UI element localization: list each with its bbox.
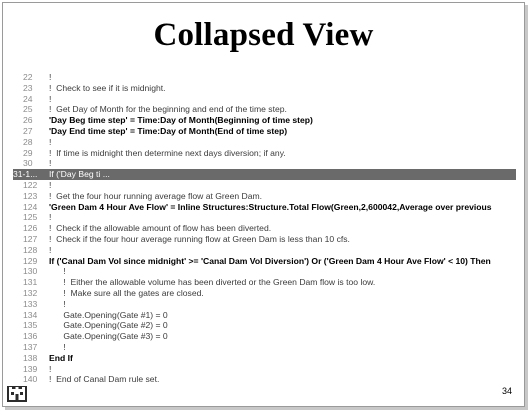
line-number: 31-1... [13, 169, 38, 180]
line-number: 25 [23, 104, 33, 115]
line-text: ! [49, 363, 52, 374]
line-text: If ('Canal Dam Vol since midnight' >= 'Canal Dam Vol Diversion') Or ('Green Dam 4 Hour Ave Flow' < 10) Then [49, 255, 491, 266]
line-text: ! Check if the allowable amount of flow has been diverted. [49, 223, 272, 234]
code-line [13, 299, 516, 310]
line-number: 134 [23, 309, 38, 320]
page-number: 34 [501, 386, 512, 396]
code-line [13, 342, 516, 353]
line-number: 129 [23, 255, 38, 266]
line-number: 130 [23, 266, 38, 277]
code-line [13, 115, 516, 126]
line-number: 124 [23, 201, 38, 212]
code-line [13, 126, 516, 137]
line-number: 27 [23, 125, 33, 136]
line-text: ! [49, 136, 52, 147]
line-text: ! Get Day of Month for the beginning and end of the time step. [49, 104, 287, 115]
line-text: ! [49, 93, 52, 104]
line-text: ! Check if the four hour average running flow at Green Dam is less than 10 cfs. [49, 233, 350, 244]
line-number: 30 [23, 158, 33, 169]
line-number: 22 [23, 72, 33, 82]
code-line [13, 94, 516, 105]
line-text: ! If time is midnight then determine next days diversion; if any. [49, 147, 286, 158]
line-number: 122 [23, 179, 38, 190]
line-number: 24 [23, 93, 33, 104]
line-text: ! [49, 298, 66, 309]
line-text: 'Day End time step' = Time:Day of Month(End of time step) [49, 125, 288, 136]
code-line [13, 223, 516, 234]
code-line [13, 191, 516, 202]
line-text: ! Get the four hour running average flow at Green Dam. [49, 190, 263, 201]
code-line [13, 320, 516, 331]
slide-frame [2, 2, 525, 407]
code-line [13, 202, 516, 213]
code-line [13, 148, 516, 159]
line-text: 'Green Dam 4 Hour Ave Flow' = Inline Structures:Structure.Total Flow(Green,2,600042,Average over previous [49, 201, 492, 212]
line-number: 125 [23, 212, 38, 223]
line-text: ! End of Canal Dam rule set. [49, 374, 160, 385]
line-text: ! [49, 212, 52, 223]
line-number: 131 [23, 277, 38, 288]
code-line [13, 256, 516, 267]
line-number: 139 [23, 363, 38, 374]
line-text: Gate.Opening(Gate #1) = 0 [49, 309, 168, 320]
code-line [13, 234, 516, 245]
line-number: 126 [23, 223, 38, 234]
line-text: ! Make sure all the gates are closed. [49, 287, 204, 298]
line-number: 128 [23, 244, 38, 255]
line-text: 'Day Beg time step' = Time:Day of Month(Beginning of time step) [49, 115, 313, 126]
line-number: 123 [23, 190, 38, 201]
line-text: End If [49, 352, 73, 363]
code-line [13, 212, 516, 223]
line-text: If ('Day Beg ti ... [49, 169, 110, 180]
line-text: ! Check to see if it is midnight. [49, 82, 166, 93]
line-number: 127 [23, 233, 38, 244]
line-text: Gate.Opening(Gate #3) = 0 [49, 331, 168, 342]
code-line [13, 104, 516, 115]
code-line [13, 331, 516, 342]
line-number: 26 [23, 115, 33, 126]
line-text: ! [49, 72, 52, 82]
code-line [13, 180, 516, 191]
code-line [13, 374, 516, 385]
collapsed-code-block[interactable] [13, 169, 516, 180]
castle-logo-icon [7, 386, 27, 402]
slide-title: Collapsed View [153, 17, 374, 53]
line-number: 135 [23, 320, 38, 331]
line-number: 133 [23, 298, 38, 309]
line-text: Gate.Opening(Gate #2) = 0 [49, 320, 168, 331]
line-text: ! [49, 158, 52, 169]
code-line [13, 158, 516, 169]
code-line [13, 277, 516, 288]
line-text: ! Either the allowable volume has been diverted or the Green Dam flow is too low. [49, 277, 376, 288]
line-text: ! [49, 179, 52, 190]
line-number: 29 [23, 147, 33, 158]
line-number: 136 [23, 331, 38, 342]
line-number: 137 [23, 341, 38, 352]
code-line [13, 266, 516, 277]
line-number: 138 [23, 352, 38, 363]
code-line [13, 353, 516, 364]
code-line [13, 137, 516, 148]
code-line [13, 364, 516, 375]
code-line [13, 310, 516, 321]
line-text: ! [49, 341, 66, 352]
line-text: ! [49, 266, 66, 277]
code-line [13, 83, 516, 94]
line-text: ! [49, 244, 52, 255]
code-listing [13, 72, 516, 385]
code-line [13, 288, 516, 299]
line-number: 140 [23, 374, 38, 385]
line-number: 23 [23, 82, 33, 93]
line-number: 132 [23, 287, 38, 298]
line-number: 28 [23, 136, 33, 147]
code-line [13, 72, 516, 83]
code-line [13, 245, 516, 256]
